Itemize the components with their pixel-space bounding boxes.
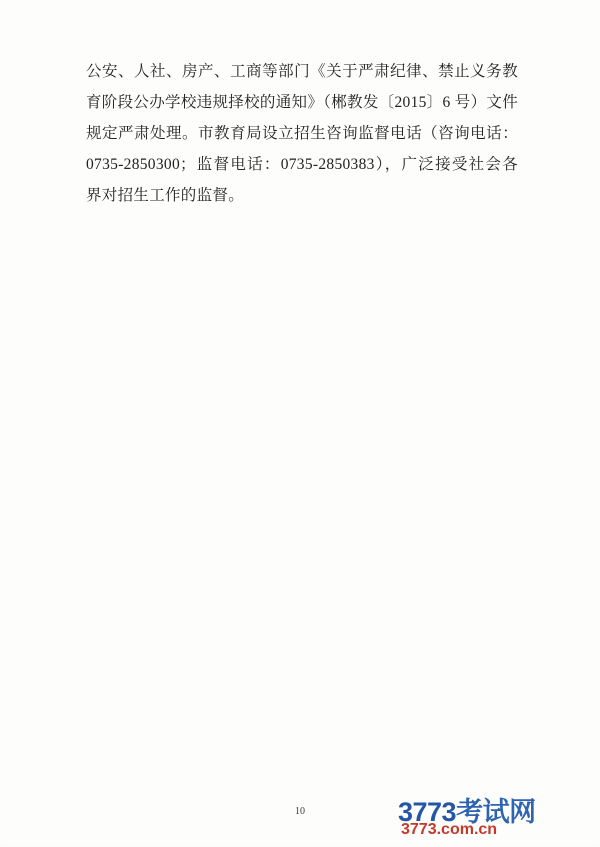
site-watermark [398,790,588,842]
watermark-number: 3773 [398,797,457,827]
body-paragraph: 公安、人社、房产、工商等部门《关于严肃纪律、禁止义务教育阶段公办学校违规择校的通知》（郴教发〔2015〕6 号）文件规定严肃处理。市教育局设立招生咨询监督电话（咨询电话：0735-2850300；监督电话：0735-2850383），广泛接受社会各界对招生工作的监督。 [86,63,518,204]
watermark-domain: 3773.com.cn [401,821,498,838]
watermark-label: 考试网 [456,797,536,827]
document-body [86,56,518,211]
page-number: 10 [295,806,305,817]
